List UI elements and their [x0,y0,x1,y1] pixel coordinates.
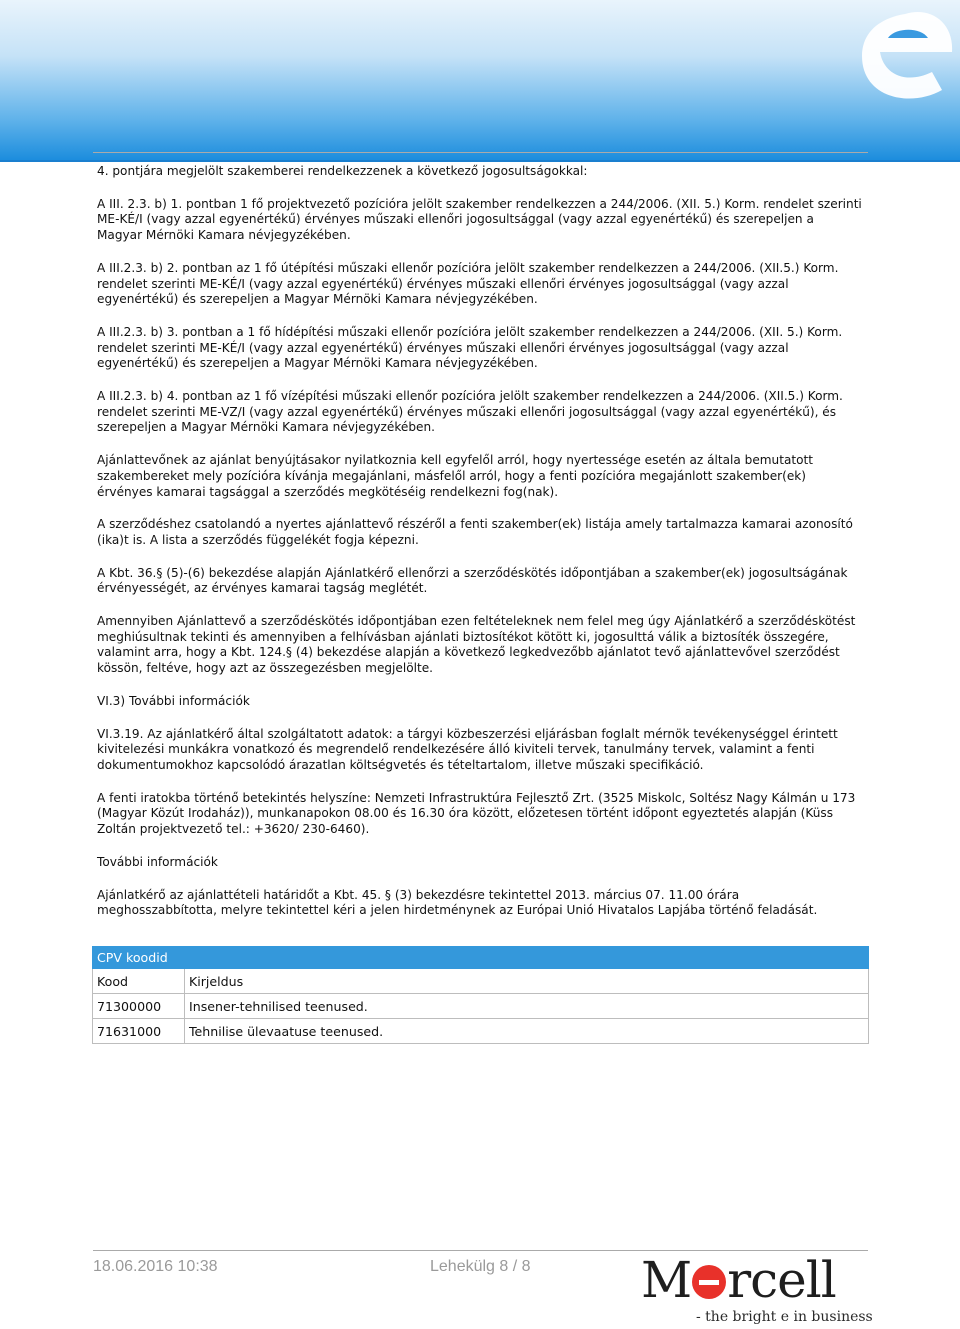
paragraph: A III.2.3. b) 2. pontban az 1 fő útépítési műszaki ellenőr pozícióra jelölt szakember rendelkezzen a 244/2006. (XII.5.) Korm. rendelet szerinti ME-KÉ/I (vagy azzal egyenértékű) érvényes műszaki ellenőri érvényes jogosultsággal (vagy azzal egyenértékű) és szerepeljen a Magyar Mérnöki Kamara névjegyzékében. [97,260,839,307]
brand-tagline: - the bright e in business [696,1309,873,1325]
brand-wordmark [641,1250,836,1310]
document-body [97,160,862,936]
table-row [93,994,869,1019]
red-e-icon [692,1265,726,1299]
brand-suffix: rcell [727,1251,836,1309]
paragraph: A III. 2.3. b) 1. pontban 1 fő projektvezető pozícióra jelölt szakember rendelkezzen a 244/2006. (XII. 5.) Korm. rendelet szerinti ME-KÉ/I (vagy azzal egyenértékű) érvényes műszaki ellenőri jogosultsággal (vagy azzal egyenértékű) és szerepeljen a Magyar Mérnöki Kamara névjegyzékében. [97,196,862,243]
cpv-code: 71631000 [93,1019,185,1044]
paragraph: A III.2.3. b) 3. pontban a 1 fő hídépítési műszaki ellenőr pozícióra jelölt szakember rendelkezzen a 244/2006. (XII. 5.) Korm. rendelet szerinti ME-KÉ/I (vagy azzal egyenértékű) érvényes műszaki ellenőri érvényes jogosultsággal (vagy azzal egyenértékű) és szerepeljen a Magyar Mérnöki Kamara névjegyzékében. [97,324,843,371]
paragraph: VI.3.19. Az ajánlatkérő által szolgáltatott adatok: a tárgyi közbeszerzési eljárásban foglalt mérnök tevékenységgel érintett kivitelezési munkákra vonatkozó és megrendelő rendelkezésére álló kiviteli tervek, tanulmány tervek, valamint a fenti dokumentumokhoz kapcsolódó árazatlan költségvetés és tételtartalom, illetve műszaki specifikáció. [97,726,838,772]
cpv-title: CPV koodid [93,947,869,969]
footer-date: 18.06.2016 10:38 [93,1258,218,1275]
paragraph: A Kbt. 36.§ (5)-(6) bekezdése alapján Ajánlatkérő ellenőrzi a szerződéskötés időpontjában a szakember(ek) jogosultságának érvényességét, az érvényes kamarai tagság meglétét. [97,565,848,596]
page-number: Lehekülg 8 / 8 [430,1258,531,1275]
brand-prefix: M [641,1251,692,1309]
paragraph: Ajánlatkérő az ajánlattételi határidőt a Kbt. 45. § (3) bekezdésre tekintettel 2013. március 07. 11.00 órára meghosszabbította, melyre tekintettel kéri a jelen hirdetménynek az Európai Unió Hivatalos Lapjába történő feladását. [97,887,818,918]
e-logo-icon [850,0,960,115]
cpv-table [92,946,869,1044]
cpv-header-row [93,969,869,994]
section-heading: További információk [97,854,218,869]
cpv-description: Insener-tehnilised teenused. [185,994,869,1019]
header-band [0,0,960,162]
table-row [93,1019,869,1044]
cpv-code: 71300000 [93,994,185,1019]
cpv-title-row [93,947,869,969]
column-header-description: Kirjeldus [185,969,869,994]
column-header-code: Kood [93,969,185,994]
paragraph: 4. pontjára megjelölt szakemberei rendelkezzenek a következő jogosultságokkal: [97,164,588,178]
paragraph: A III.2.3. b) 4. pontban az 1 fő vízépítési műszaki ellenőr pozícióra jelölt szakember rendelkezzen a 244/2006. (XII.5.) Korm. rendelet szerinti ME-VZ/I (vagy azzal egyenértékű) érvényes műszaki ellenőri jogosultsággal (vagy azzal egyenértékű), és szerepeljen a Magyar Mérnöki Kamara névjegyzékében. [97,389,843,435]
top-rule [93,152,868,153]
paragraph: Amennyiben Ajánlattevő a szerződéskötés időpontjában ezen feltételeknek nem felel meg úgy Ajánlatkérő a szerződéskötést meghiúsultnak tekinti és amennyiben a felhívásban ajánlati biztosítékot kötött ki, jogosulttá válik a biztosíték összegére, valamint arra, hogy a Kbt. 124.§ (4) bekezdése alapján a következő legkedvezőbb ajánlatot tevő ajánlattevővel szerződést kössön, feltéve, hogy azt az összegezésben megjelölte. [97,614,856,676]
brand-logo [641,1250,871,1328]
paragraph: A szerződéshez csatolandó a nyertes ajánlattevő részéről a fenti szakember(ek) listája amely tartalmazza kamarai azonosító (ika)t is. A lista a szerződés függelékét fogja képezni. [97,517,853,547]
paragraph: Ajánlattevőnek az ajánlat benyújtásakor nyilatkoznia kell egyfelől arról, hogy nyertessége esetén az általa bemutatott szakembereket mely pozícióra kívánja megajánlani, másfelől arról, hogy a fenti pozícióra megajánlott szakember(ek) érvényes kamarai tagsággal a szerződés megkötéséig rendelkezni fog(nak). [97,453,813,499]
paragraph: A fenti iratokba történő betekintés helyszíne: Nemzeti Infrastruktúra Fejlesztő Zrt. (3525 Miskolc, Soltész Nagy Kálmán u 173 (Magyar Közút Irodaház)), munkanapokon 08.00 és 16.30 óra között, előzetesen történt időpont egyeztetés alapján (Küss Zoltán projektvezető tel.: +3620/ 230-6460). [97,790,856,837]
section-heading: VI.3) További információk [97,693,250,708]
cpv-description: Tehnilise ülevaatuse teenused. [185,1019,869,1044]
